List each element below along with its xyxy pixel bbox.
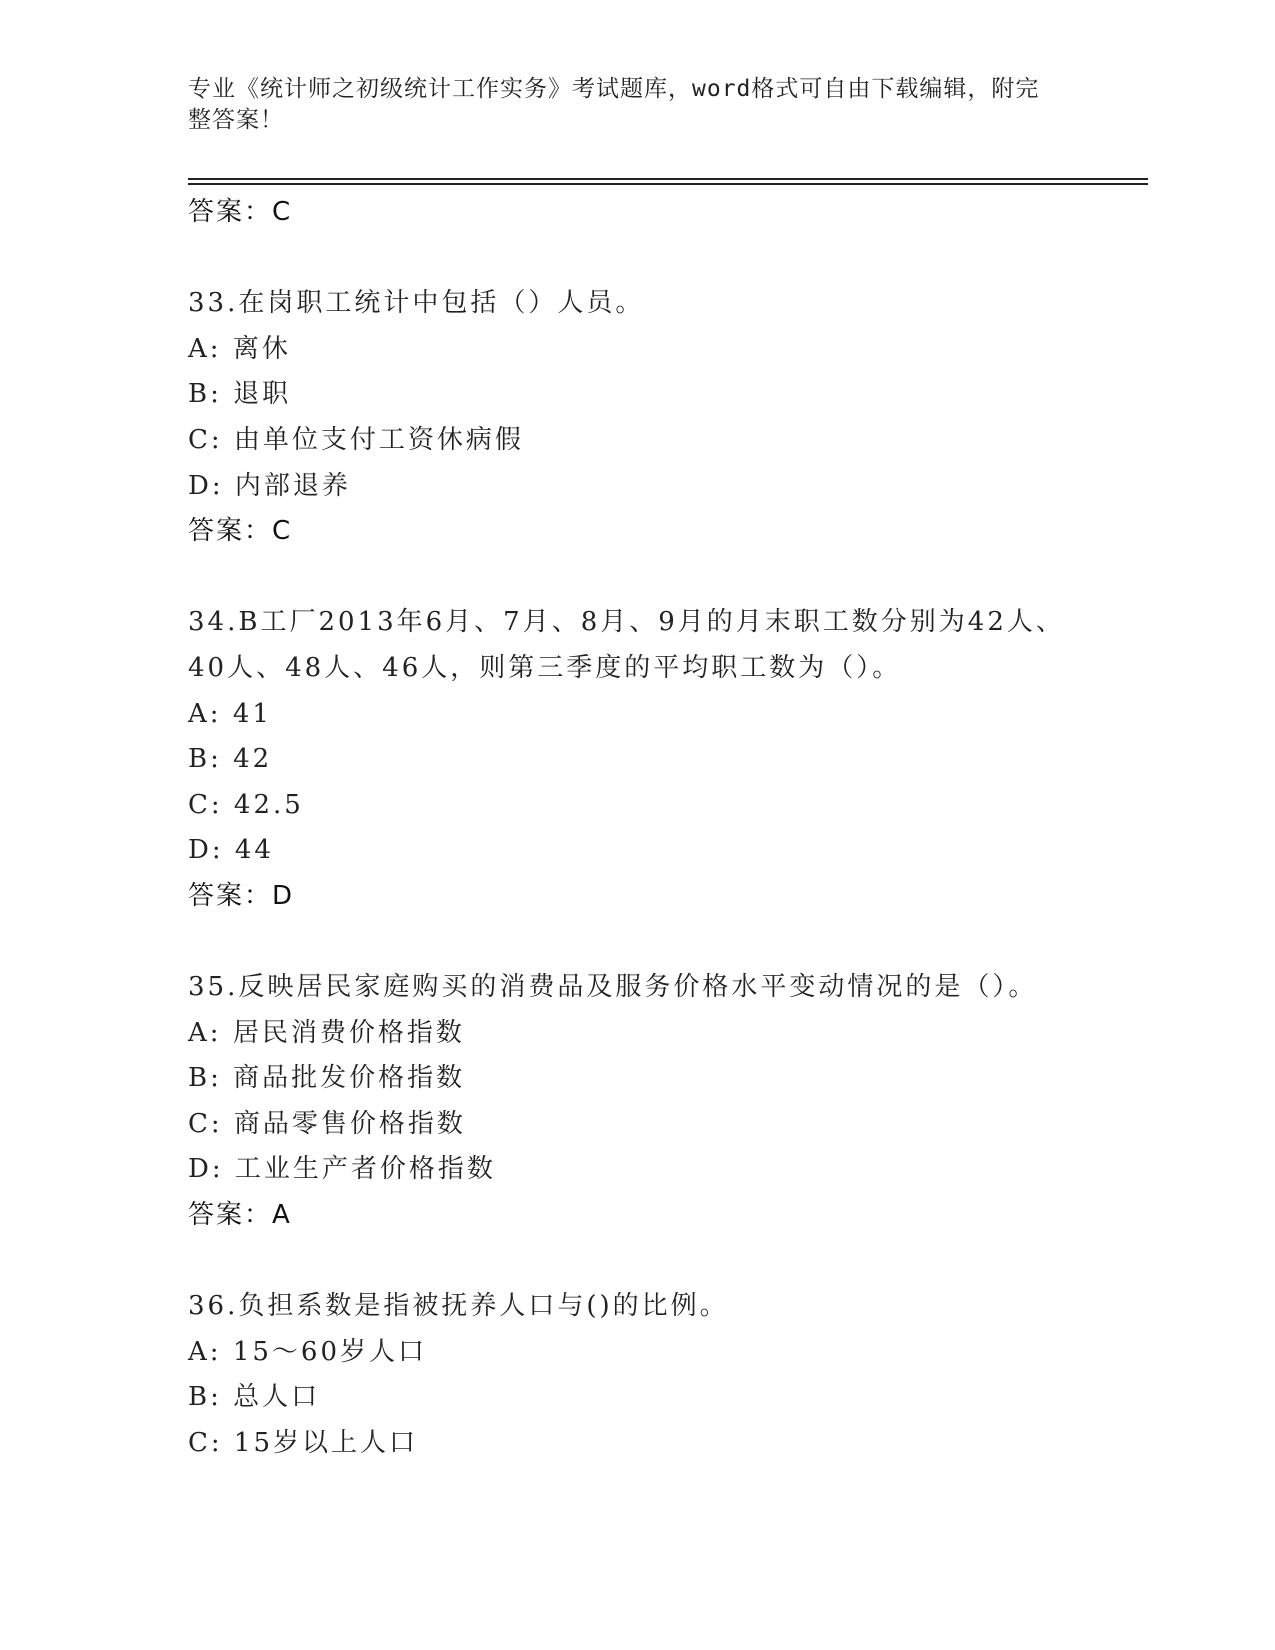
question-stem: 33.在岗职工统计中包括（）人员。 [188,288,645,319]
header-rule-top [188,178,1148,180]
option-text: 退职 [233,379,292,410]
option-c [188,1102,1148,1148]
answer: 答案：D [188,880,295,911]
spacer [188,1239,1148,1285]
option-label: A: [188,1017,222,1048]
option-label: C: [188,1428,223,1459]
option-label: A: [188,698,222,729]
option-label: B: [188,379,222,410]
option-c [188,783,1148,829]
option-label: A: [188,1336,222,1367]
option-label: B: [188,744,222,775]
option-a [188,1330,1148,1376]
option-c [188,418,1148,464]
option-a [188,327,1148,373]
header-line-1: 专业《统计师之初级统计工作实务》考试题库，word格式可自由下载编辑，附完 [188,76,1040,102]
header-rule-bottom [188,183,1148,185]
header-line-2: 整答案！ [188,107,284,133]
option-b [188,1056,1148,1102]
question-33 [188,281,1148,555]
option-label: C: [188,424,223,455]
option-b [188,372,1148,418]
option-text: 内部退养 [234,470,351,501]
answer: 答案：C [188,516,293,547]
option-b [188,737,1148,783]
option-text: 商品零售价格指数 [233,1108,466,1139]
option-text: 15～60岁人口 [232,1336,427,1367]
question-stem: 35.反映居民家庭购买的消费品及服务价格水平变动情况的是（）。 [188,972,1038,1003]
option-label: A: [188,333,222,364]
option-text: 44 [234,835,274,866]
option-text: 42.5 [233,789,304,820]
option-text: 由单位支付工资休病假 [233,424,524,455]
spacer [188,236,1148,282]
spacer [188,920,1148,966]
question-stem-line-1: 34.B工厂2013年6月、7月、8月、9月的月末职工数分别为42人、 [188,607,1065,638]
option-d [188,828,1148,874]
option-a [188,692,1148,738]
previous-answer: 答案：C [188,197,293,227]
answer: 答案：A [188,1200,292,1231]
question-36 [188,1284,1148,1466]
option-label: B: [188,1063,222,1094]
option-c [188,1421,1148,1467]
option-d [188,1147,1148,1193]
option-text: 居民消费价格指数 [232,1017,465,1048]
document-header [188,74,1068,136]
option-text: 42 [233,744,273,775]
option-label: D: [188,1154,224,1185]
option-text: 工业生产者价格指数 [234,1154,496,1185]
question-stem-line-2: 40人、48人、46人，则第三季度的平均职工数为（）。 [188,652,902,683]
question-stem: 36.负担系数是指被抚养人口与()的比例。 [188,1291,729,1322]
option-b [188,1375,1148,1421]
option-text: 总人口 [233,1382,321,1413]
option-label: D: [188,835,224,866]
spacer [188,555,1148,601]
option-text: 15岁以上人口 [233,1428,419,1459]
option-d [188,464,1148,510]
option-label: C: [188,789,223,820]
question-34 [188,600,1148,919]
option-label: C: [188,1108,223,1139]
question-content [188,190,1148,1467]
option-text: 离休 [232,333,291,364]
option-text: 商品批发价格指数 [233,1063,466,1094]
option-text: 41 [232,698,272,729]
question-35 [188,965,1148,1239]
option-a [188,1011,1148,1057]
option-label: B: [188,1382,222,1413]
option-label: D: [188,470,224,501]
